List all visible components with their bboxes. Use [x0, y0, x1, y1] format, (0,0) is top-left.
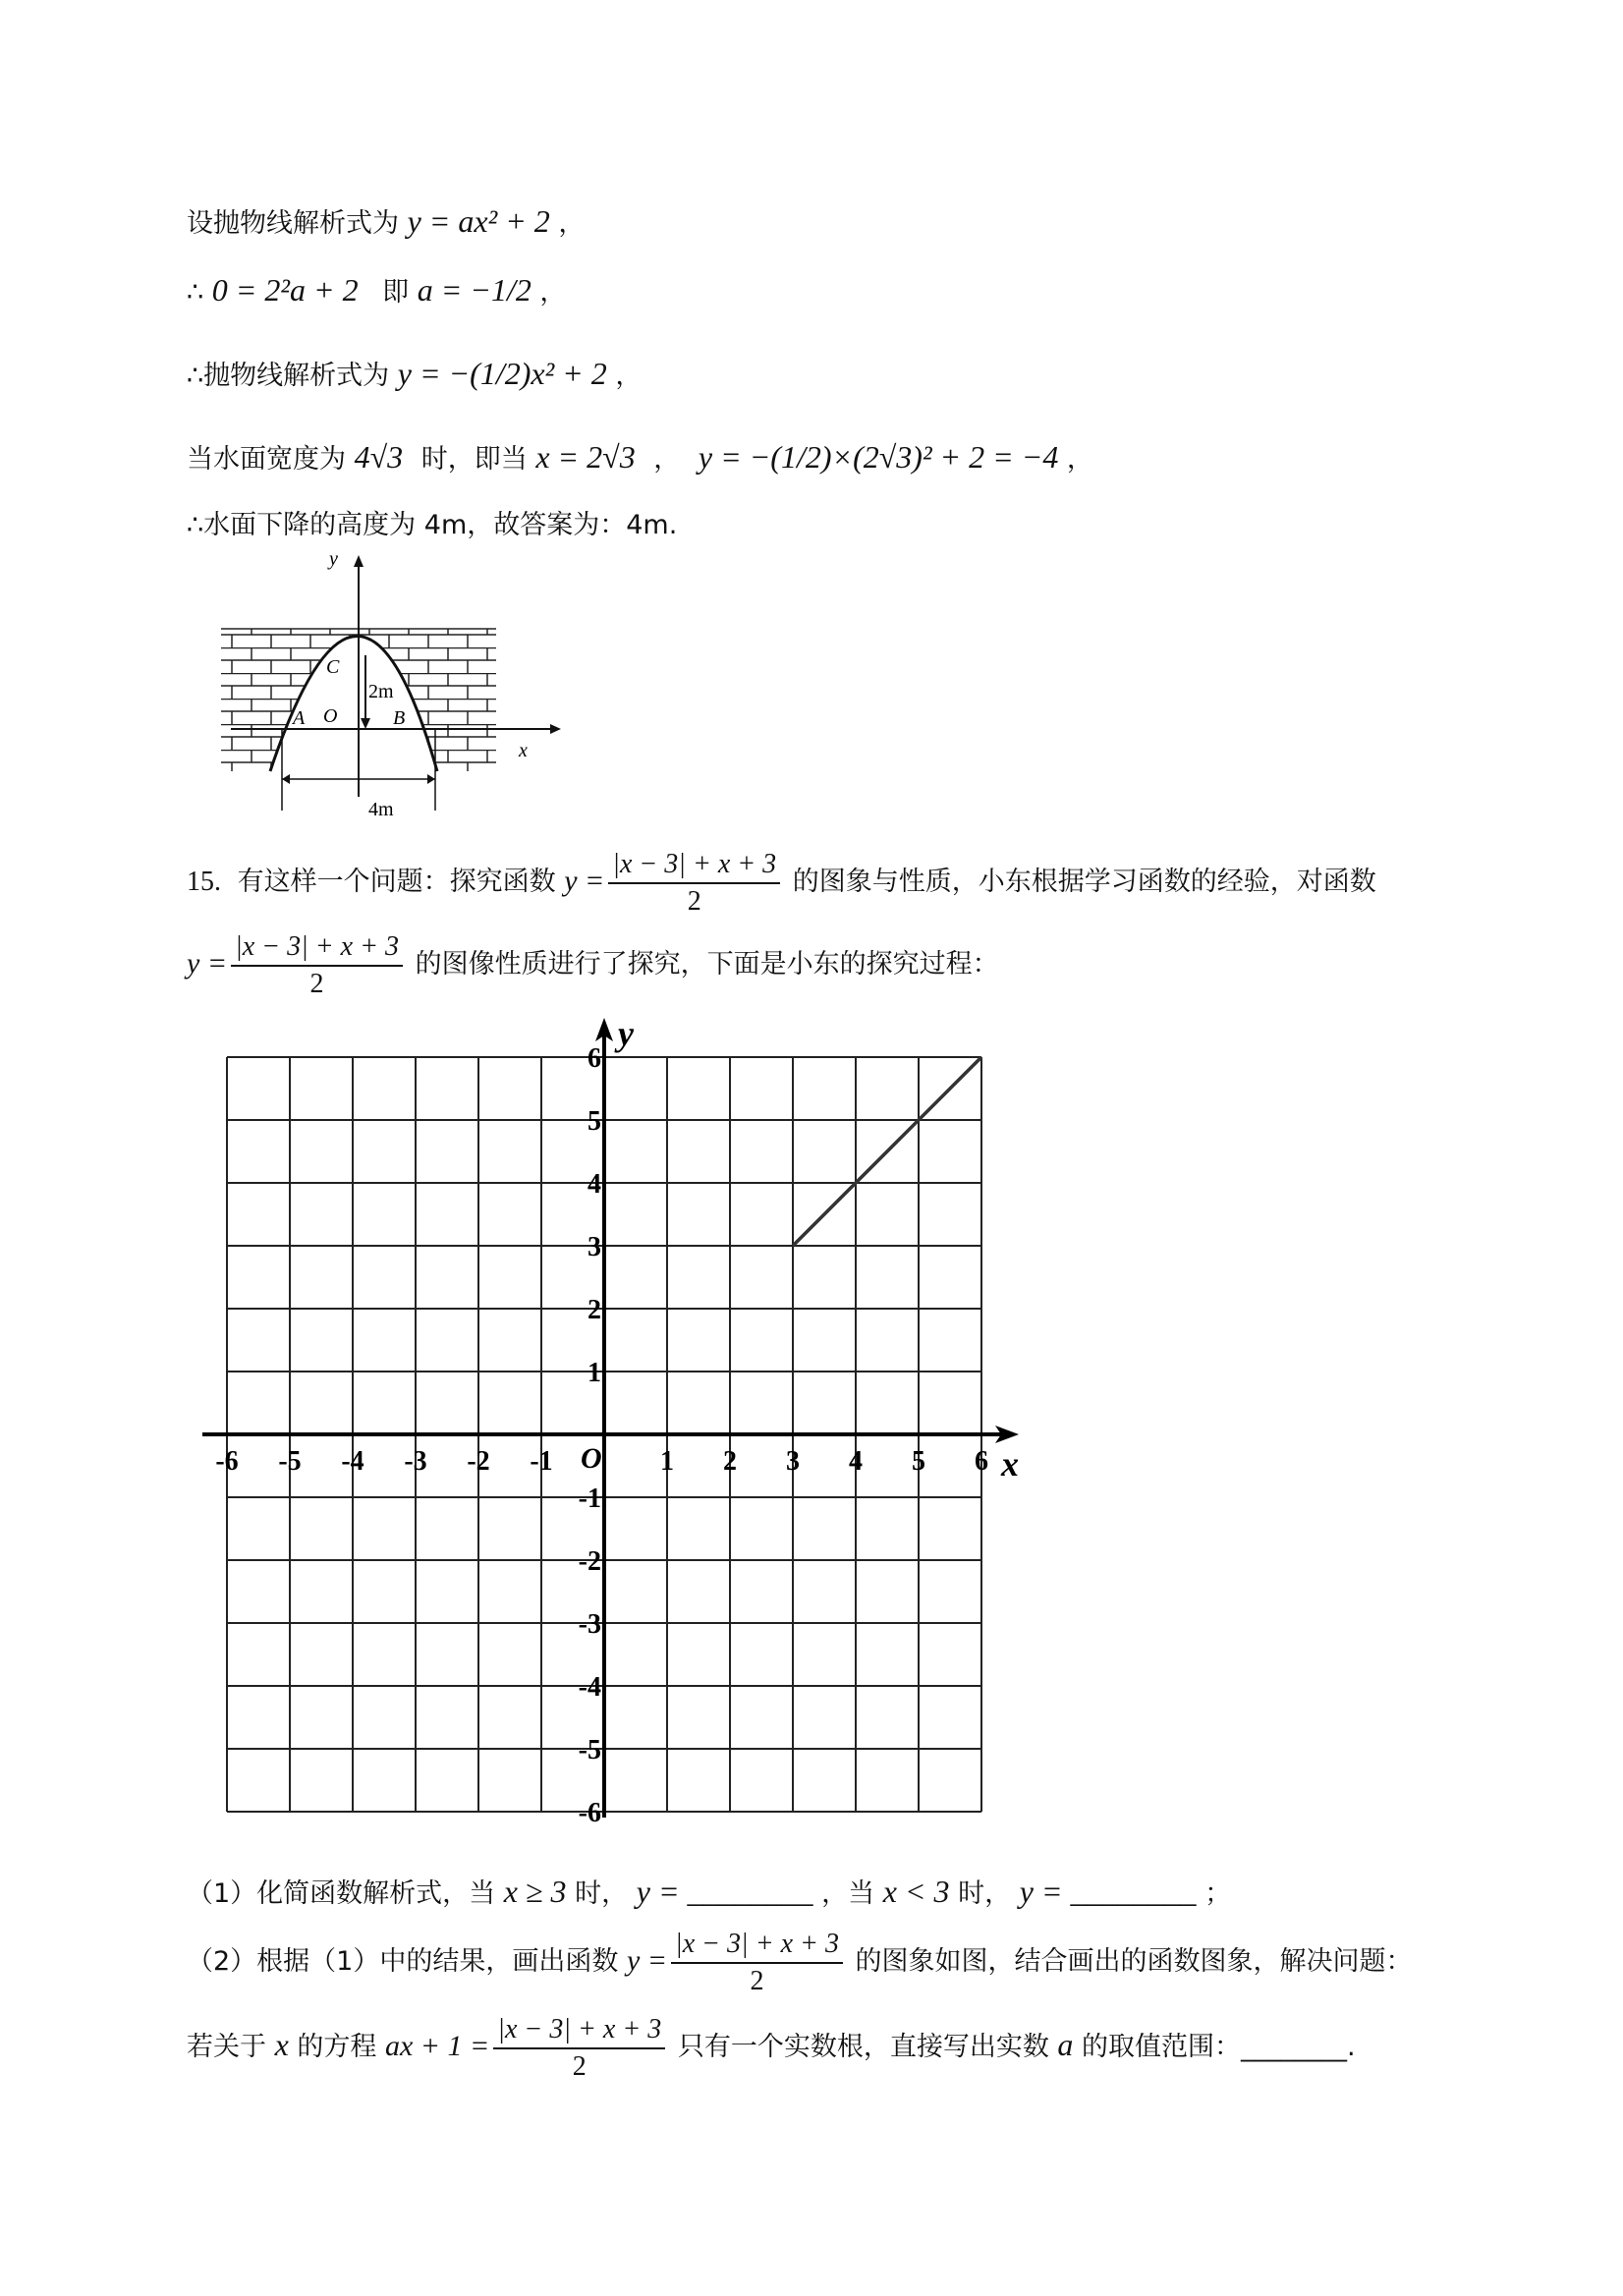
punctuation: ，	[1066, 444, 1093, 475]
equation: y = −(1/2)×(2√3)² + 2 = −4	[698, 439, 1059, 475]
punctuation: ，	[653, 444, 681, 475]
x-tick-label: -5	[278, 1446, 302, 1477]
condition: x ≥ 3	[503, 1874, 567, 1909]
equation: 4√3	[354, 439, 404, 475]
height-label: 2m	[368, 681, 394, 702]
x-tick-label: -1	[530, 1446, 553, 1477]
question-2: （2）根据（1）中的结果，画出函数 y = $\frac{|x - 3| + x + 3}{2}$ 的图象如图，结合画出的函数图象，解决问题：	[187, 1921, 1413, 2001]
solution-text: 当水面宽度为	[187, 444, 346, 475]
function-graph	[196, 1012, 1032, 1857]
solution-text: ∴水面下降的高度为 4m，故答案为：4m.	[187, 510, 678, 540]
problem-line-1: 15. 有这样一个问题：探究函数 y = $\frac{|x - 3| + x + 3}{2}$ 的图象与性质，小东根据学习函数的经验，对函数	[187, 841, 1376, 922]
y-tick-label: 1	[588, 1358, 601, 1388]
solution-line-2	[187, 270, 566, 312]
x-axis-label: x	[519, 740, 528, 761]
question-text: 时，	[958, 1878, 1012, 1909]
y-tick-label: -5	[578, 1735, 601, 1765]
question-1	[187, 1872, 1231, 1914]
fraction-numerator: |x − 3| + x + 3	[671, 1927, 843, 1964]
solution-text: 设抛物线解析式为	[187, 208, 399, 239]
y-axis-arrow	[354, 555, 364, 567]
x-tick-label: -2	[467, 1446, 490, 1477]
equation: y = −(1/2)x² + 2	[397, 356, 607, 391]
solution-text: ∴抛物线解析式为	[187, 361, 390, 391]
y-tick-label: 6	[588, 1043, 601, 1074]
function-fraction	[671, 1927, 843, 1999]
variable: x	[274, 2027, 289, 2062]
y-tick-label: 5	[588, 1106, 601, 1137]
problem-text: 的图象与性质，小东根据学习函数的经验，对函数	[792, 867, 1376, 897]
width-label: 4m	[368, 799, 394, 820]
punctuation: ；	[1204, 1878, 1232, 1909]
y-axis-label: y	[618, 1014, 634, 1053]
punctuation: ，	[615, 361, 643, 391]
x-tick-label: -4	[341, 1446, 364, 1477]
x-tick-label: -6	[215, 1446, 239, 1477]
punctuation: ，	[558, 208, 586, 239]
answer-blank-2: y = ________	[1019, 1874, 1197, 1909]
question-2-continued	[187, 2004, 1356, 2085]
solution-line-4	[187, 437, 1093, 479]
x-tick-label: 1	[660, 1446, 674, 1477]
solution-text: 时，即当	[420, 444, 528, 475]
fraction-numerator: |x − 3| + x + 3	[231, 929, 403, 967]
y-tick-label: -1	[578, 1484, 601, 1514]
x-tick-label: 4	[849, 1446, 863, 1477]
problem-line-2: y = $\frac{|x - 3| + x + 3}{2}$ 的图像性质进行了探究，下面是小东的探究过程：	[187, 924, 999, 1004]
punctuation: ，	[539, 277, 567, 308]
function-line	[793, 1057, 981, 1246]
equation: 0 = 2²a + 2	[211, 272, 359, 308]
fraction-numerator: |x − 3| + x + 3	[608, 847, 780, 884]
x-tick-label: 3	[786, 1446, 800, 1477]
condition: x < 3	[882, 1874, 950, 1909]
x-tick-label: 2	[723, 1446, 737, 1477]
point-label-C: C	[326, 656, 340, 678]
y-tick-label: -3	[578, 1609, 601, 1640]
answer-blank-3: 的取值范围：________.	[1082, 2032, 1356, 2062]
arch-figure	[211, 545, 565, 830]
y-axis-label: y	[329, 548, 338, 570]
question-text: 时，	[575, 1878, 629, 1909]
problem-number: 15.	[187, 867, 221, 897]
question-text: 的图象如图，结合画出的函数图象，解决问题：	[855, 1946, 1413, 1977]
origin-label: O	[581, 1442, 602, 1475]
solution-line-3	[187, 354, 642, 396]
function-fraction	[231, 929, 403, 1002]
fraction-denominator: 2	[572, 2050, 587, 2082]
solution-text: 即	[382, 277, 410, 308]
problem-text: 的图像性质进行了探究，下面是小东的探究过程：	[415, 949, 999, 980]
therefore-symbol: ∴	[187, 277, 204, 308]
question-text: 若关于	[187, 2032, 266, 2062]
problem-text: 有这样一个问题：探究函数	[237, 867, 556, 897]
x-tick-label: -3	[404, 1446, 427, 1477]
x-tick-label: 6	[975, 1446, 988, 1477]
fraction-denominator: 2	[750, 1965, 764, 1996]
question-text: （2）根据（1）中的结果，画出函数	[187, 1946, 619, 1977]
solution-line-1	[187, 201, 585, 244]
question-text: 只有一个实数根，直接写出实数	[677, 2032, 1049, 2062]
question-text: ，当	[821, 1878, 875, 1909]
point-label-B: B	[393, 707, 406, 729]
fraction-denominator: 2	[687, 885, 701, 917]
x-axis-label: x	[1001, 1444, 1019, 1484]
fraction-denominator: 2	[309, 968, 324, 999]
equation: y = ax² + 2	[407, 203, 550, 239]
equation: ax + 1 =	[384, 2030, 490, 2062]
answer-blank-1: y = ________	[636, 1874, 813, 1909]
question-text: 的方程	[297, 2032, 377, 2062]
equation: a = −1/2	[417, 272, 532, 308]
y-tick-label: -4	[578, 1672, 601, 1703]
point-label-A: A	[293, 707, 306, 729]
origin-label: O	[323, 705, 338, 727]
y-tick-label: -6	[578, 1798, 601, 1828]
question-text: （1）化简函数解析式，当	[187, 1878, 496, 1909]
variable: a	[1057, 2027, 1074, 2062]
function-fraction	[493, 2012, 665, 2085]
y-tick-label: -2	[578, 1546, 601, 1577]
equation: x = 2√3	[535, 439, 636, 475]
height-arrow-head	[361, 718, 370, 729]
function-fraction	[608, 847, 780, 920]
x-axis-arrow	[550, 724, 561, 734]
y-tick-label: 3	[588, 1232, 601, 1262]
y-tick-label: 2	[588, 1295, 601, 1325]
solution-line-5	[187, 506, 677, 545]
y-tick-label: 4	[588, 1169, 601, 1200]
fraction-numerator: |x − 3| + x + 3	[493, 2012, 665, 2049]
x-tick-label: 5	[912, 1446, 925, 1477]
